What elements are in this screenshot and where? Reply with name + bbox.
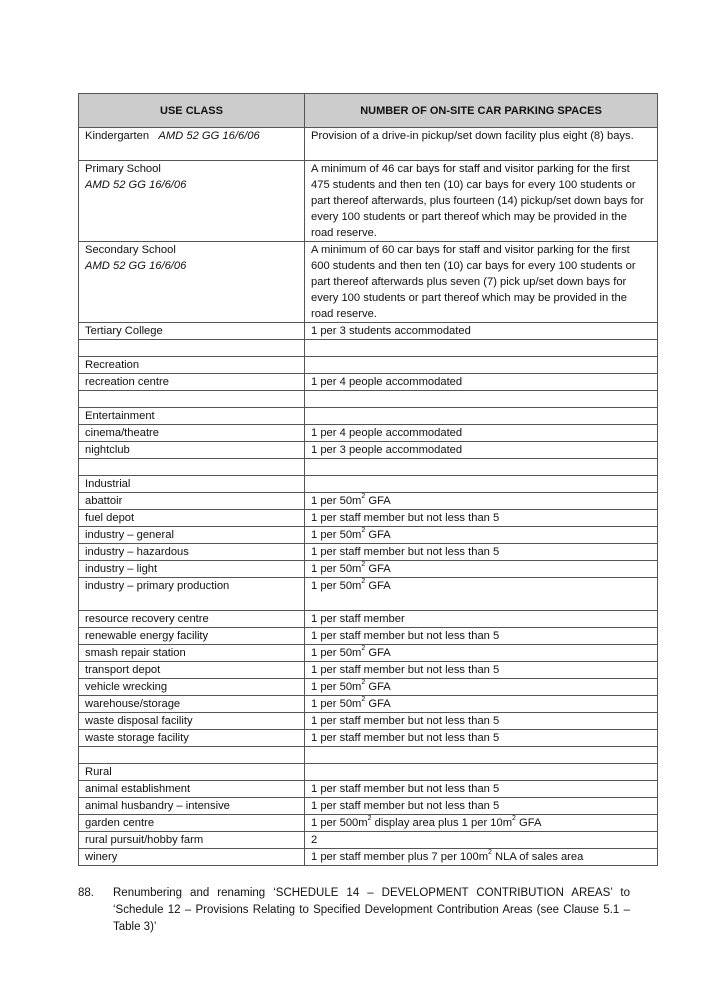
parking-spaces-cell: 1 per $50m^2$ GFA xyxy=(305,679,658,696)
spacer-row xyxy=(79,747,658,764)
use-class-cell: smash repair station xyxy=(79,645,305,662)
use-class-cell: animal establishment xyxy=(79,781,305,798)
table-row xyxy=(79,713,658,730)
parking-spaces-cell: 1 per 4 people accommodated xyxy=(305,425,658,442)
table-row xyxy=(79,323,658,340)
amendment-note: AMD 52 GG 16/6/06 xyxy=(85,260,187,272)
parking-spaces-cell: 1 per $50m^2$ GFA xyxy=(305,493,658,510)
table-row xyxy=(79,611,658,628)
parking-spaces-cell: 1 per staff member xyxy=(305,611,658,628)
parking-spaces-cell: 1 per $50m^2$ GFA xyxy=(305,578,658,611)
table-row xyxy=(79,242,658,323)
use-class-cell: recreation centre xyxy=(79,374,305,391)
amendment-item-88 xyxy=(78,885,630,936)
use-class-cell: vehicle wrecking xyxy=(79,679,305,696)
use-class-cell: warehouse/storage xyxy=(79,696,305,713)
amendment-note: AMD 52 GG 16/6/06 xyxy=(158,130,260,142)
table-row xyxy=(79,628,658,645)
parking-spaces-cell: 1 per staff member plus 7 per $100m^2$ NLA of sales area xyxy=(305,849,658,866)
category-row xyxy=(79,476,658,493)
table-row xyxy=(79,374,658,391)
use-class-cell: rural pursuit/hobby farm xyxy=(79,832,305,849)
parking-spaces-cell: 1 per staff member but not less than 5 xyxy=(305,713,658,730)
spacer-row xyxy=(79,340,658,357)
parking-spaces-cell: 1 per staff member but not less than 5 xyxy=(305,544,658,561)
use-class-cell xyxy=(79,128,305,161)
use-class-cell: renewable energy facility xyxy=(79,628,305,645)
table-row xyxy=(79,442,658,459)
use-class-cell: industry – light xyxy=(79,561,305,578)
parking-spaces-cell: 1 per $50m^2$ GFA xyxy=(305,645,658,662)
use-class-cell: waste disposal facility xyxy=(79,713,305,730)
parking-spaces-cell: 1 per staff member but not less than 5 xyxy=(305,798,658,815)
use-class-cell: industry – hazardous xyxy=(79,544,305,561)
use-class-name: Secondary School xyxy=(85,244,176,256)
use-class-cell: animal husbandry – intensive xyxy=(79,798,305,815)
use-class-cell: Tertiary College xyxy=(79,323,305,340)
table-row xyxy=(79,730,658,747)
use-class-cell: transport depot xyxy=(79,662,305,679)
use-class-cell: industry – general xyxy=(79,527,305,544)
table-row xyxy=(79,527,658,544)
parking-spaces-cell: 1 per $500m^2$ display area plus 1 per $10m^2$ GFA xyxy=(305,815,658,832)
use-class-cell: industry – primary production xyxy=(79,578,305,611)
parking-spaces-cell: A minimum of 60 car bays for staff and visitor parking for the first 600 students and then ten (10) car bays for every 100 students or part thereof afterwards plus seven (7) pick up/set down bays for every 100 students or part thereof which may be provided in the road reserve. xyxy=(305,242,658,323)
use-class-name: Primary School xyxy=(85,163,161,175)
parking-spaces-cell: 1 per staff member but not less than 5 xyxy=(305,628,658,645)
table-row xyxy=(79,696,658,713)
item-number: 88. xyxy=(78,887,94,899)
parking-spaces-cell: 1 per 4 people accommodated xyxy=(305,374,658,391)
spacer-row xyxy=(79,459,658,476)
use-class-cell: resource recovery centre xyxy=(79,611,305,628)
use-class-name: Kindergarten xyxy=(85,130,150,142)
use-class-cell xyxy=(79,242,305,323)
table-row xyxy=(79,425,658,442)
use-class-cell: winery xyxy=(79,849,305,866)
table-row xyxy=(79,161,658,242)
use-class-cell: garden centre xyxy=(79,815,305,832)
spacer-row xyxy=(79,391,658,408)
table-row xyxy=(79,781,658,798)
category-heading: Entertainment xyxy=(79,408,305,425)
table-row xyxy=(79,544,658,561)
amendment-note: AMD 52 GG 16/6/06 xyxy=(85,179,187,191)
parking-spaces-cell: 1 per 3 students accommodated xyxy=(305,323,658,340)
table-row xyxy=(79,578,658,611)
parking-spaces-cell: 1 per staff member but not less than 5 xyxy=(305,510,658,527)
use-class-cell: nightclub xyxy=(79,442,305,459)
table-row xyxy=(79,815,658,832)
table-header-row xyxy=(79,94,658,128)
use-class-cell: cinema/theatre xyxy=(79,425,305,442)
table-row xyxy=(79,561,658,578)
parking-spaces-cell: 1 per $50m^2$ GFA xyxy=(305,561,658,578)
header-parking-spaces: NUMBER OF ON-SITE CAR PARKING SPACES xyxy=(305,94,658,128)
category-heading: Recreation xyxy=(79,357,305,374)
parking-spaces-cell: 1 per $50m^2$ GFA xyxy=(305,527,658,544)
parking-spaces-cell: 1 per $50m^2$ GFA xyxy=(305,696,658,713)
table-row xyxy=(79,832,658,849)
parking-spaces-cell: 2 xyxy=(305,832,658,849)
parking-spaces-cell: 1 per staff member but not less than 5 xyxy=(305,730,658,747)
parking-spaces-cell: Provision of a drive-in pickup/set down facility plus eight (8) bays. xyxy=(305,128,658,161)
category-row xyxy=(79,764,658,781)
use-class-cell: fuel depot xyxy=(79,510,305,527)
parking-spaces-cell: 1 per 3 people accommodated xyxy=(305,442,658,459)
item-text: Renumbering and renaming ‘SCHEDULE 14 – DEVELOPMENT CONTRIBUTION AREAS’ to ‘Schedule 12 – Provisions Relating to Specified Development Contribution Areas (see Clause 5.1 – Table 3)’ xyxy=(113,887,630,933)
use-class-cell: abattoir xyxy=(79,493,305,510)
category-heading: Industrial xyxy=(79,476,305,493)
use-class-cell xyxy=(79,161,305,242)
category-row xyxy=(79,408,658,425)
parking-requirements-table xyxy=(78,93,658,866)
table-row xyxy=(79,493,658,510)
table-row xyxy=(79,679,658,696)
table-row xyxy=(79,128,658,161)
use-class-cell: waste storage facility xyxy=(79,730,305,747)
table-row xyxy=(79,798,658,815)
table-row xyxy=(79,645,658,662)
parking-spaces-cell: 1 per staff member but not less than 5 xyxy=(305,662,658,679)
table-row xyxy=(79,662,658,679)
parking-spaces-cell: 1 per staff member but not less than 5 xyxy=(305,781,658,798)
category-heading: Rural xyxy=(79,764,305,781)
table-row xyxy=(79,849,658,866)
category-row xyxy=(79,357,658,374)
header-use-class: USE CLASS xyxy=(79,94,305,128)
table-row xyxy=(79,510,658,527)
parking-spaces-cell: A minimum of 46 car bays for staff and visitor parking for the first 475 students and then ten (10) car bays for every 100 students or part thereof afterwards, plus fourteen (14) pickup/set down bays for every 100 students or part thereof which may be provided in the road reserve. xyxy=(305,161,658,242)
